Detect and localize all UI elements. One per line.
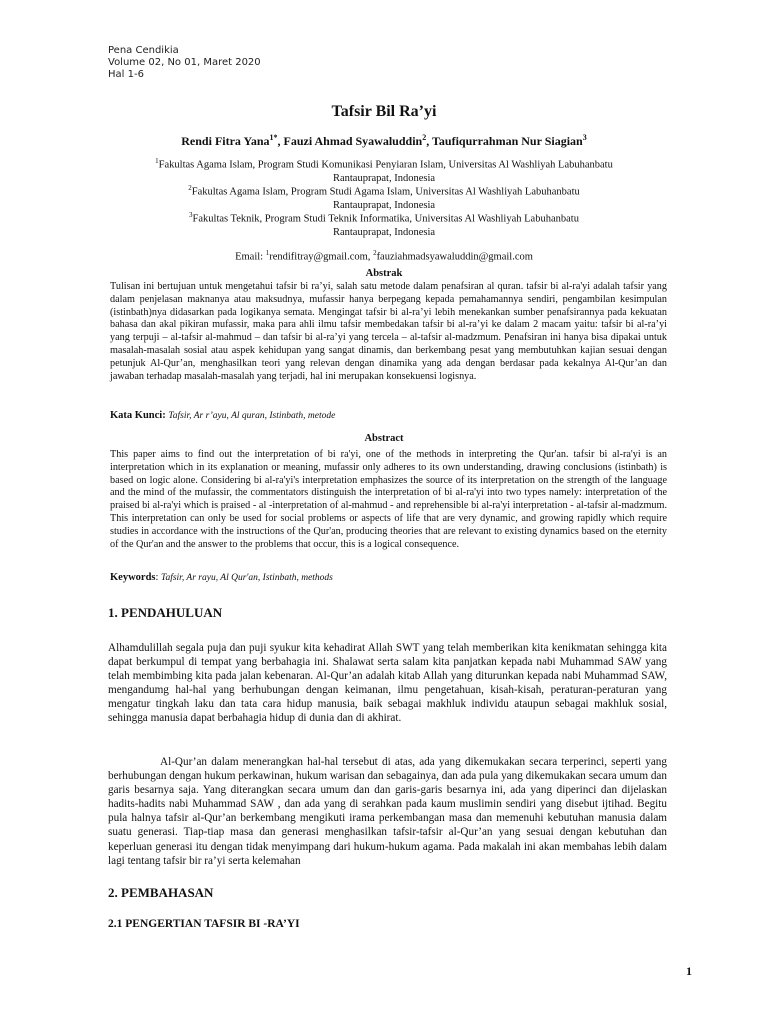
affiliation-3 (108, 209, 660, 239)
paragraph-1: Alhamdulillah segala puja dan puji syukur kita kehadirat Allah SWT yang telah memberikan kita kenikmatan sehingga kita dapat berkumpul di tempat yang berbahagia ini. Shalawat serta salam kita panjatkan kepada nabi Muhammad SAW yang telah membimbing kita pada jalan kebenaran. Al-Qur’an adalah kitab Allah yang diturunkan kepada nabi Muhammad SAW, mengandumg hal-hal yang berhubungan dengan keimanan, ilmu pengetahuan, kisah-kisah, peraturan-peraturan yang mengatur tingkah laku dan tata cara hidup manusia, baik sebagai makhluk individu ataupun sebagai makhluk sosial, sehingga manusia dapat berbahagia hidup di dunia dan di akhirat. (108, 642, 667, 725)
email-address: rendifitray@gmail.com, (269, 251, 374, 263)
affiliation-line: Fakultas Agama Islam, Program Studi Komunikasi Penyiaran Islam, Universitas Al Washliyah Labuhanbatu (158, 159, 613, 171)
author-mark: 3 (582, 133, 587, 142)
section-heading-pembahasan: 2. PEMBAHASAN (108, 885, 214, 900)
kata-kunci-values: Tafsir, Ar r’ayu, Al quran, Istinbath, metode (168, 411, 336, 421)
email-address: fauziahmadsyawaluddin@gmail.com (376, 251, 533, 263)
author-separator: , (426, 134, 433, 148)
journal-pages: Hal 1-6 (108, 69, 144, 80)
email-mark: 1 (265, 249, 270, 257)
page-number: 1 (686, 964, 692, 978)
email-mark: 2 (373, 249, 377, 257)
author-name: Rendi Fitra Yana (181, 134, 270, 148)
affiliation-mark: 2 (188, 184, 192, 192)
section-heading-pendahuluan: 1. PENDAHULUAN (108, 605, 223, 620)
abstract-heading: Abstract (364, 433, 404, 444)
author-name: Taufiqurrahman Nur Siagian (432, 134, 583, 148)
paper-title: Tafsir Bil Ra’yi (331, 103, 437, 120)
abstract-text: This paper aims to find out the interpretation of bi ra'yi, one of the methods in interpreting the Qur'an. tafsir bi al-ra'yi is an interpretation which in its explanation or meaning, mufassir only adheres to its own understanding, drawing conclusions (istinbath) is based on logic alone. Considering bi al-ra'yi's interpretation emphasizes the source of its interpretation on the strength of the language and the mind of the mufassir, the commentators distinguish the interpretation of bi al-ra'yi into two types namely: interpretation of the praised bi al-ra'yi which is praised - al -interpretation of al-mahmud - and reprehensible bi al-ra'yi interpretation - al-tafsir al-madzmum. This interpretation can only be used for social problems or aspects of life that are very dynamic, and growing rapidly which require studies in accordance with the instructions of the Qur'an, producing theories that are relevant to existing dynamics based on the eternity of the Qur'an and the answer to the problems that occur, this is a logical consequence. (110, 449, 667, 550)
keywords-separator: : (155, 572, 162, 583)
email-line (0, 249, 768, 263)
email-label: Email: (235, 251, 266, 263)
affiliation-line: Fakultas Teknik, Program Studi Teknik Informatika, Universitas Al Washliyah Labuhanbatu (192, 213, 579, 225)
affiliation-2 (108, 182, 660, 212)
journal-volume: Volume 02, No 01, Maret 2020 (108, 57, 261, 68)
affiliation-1 (108, 155, 660, 185)
kata-kunci (110, 410, 335, 421)
affiliation-mark: 1 (155, 157, 159, 165)
keywords-label: Keywords (110, 572, 156, 583)
keywords-values: Tafsir, Ar rayu, Al Qur'an, Istinbath, methods (161, 573, 333, 583)
author-list (0, 133, 768, 149)
paragraph-2: Al-Qur’an dalam menerangkan hal-hal tersebut di atas, ada yang dikemukakan secara terperinci, seperti yang berhubungan dengan hukum perkawinan, hukum warisan dan sebagainya, dan ada pula yang dikemukakan secara umum dan garis besarnya saja. Yang diterangkan secara umum dan dan garis-garis besarnya ini, ada yang diperinci dan dijelaskan hadits-hadits nabi Muhammad SAW , dan ada yang di serahkan pada kaum muslimin sendiri yang disebut ijtihad. Begitu pula halnya tafsir al-Qur’an berkembang mengikuti irama perkembangan masa dan memenuhi kebutuhan manusia dalam suatu generasi. Tiap-tiap masa dan generasi menghasilkan tafsir-tafsir al-Qur’an yang sesuai dengan kebutuhan dan keperluan generasi itu dengan tidak menyimpang dari hukum-hukum agama. Pada makalah ini akan membahas lebih dalam lagi tentang tafsir bir ra’yi serta kelemahan (108, 756, 667, 867)
affiliation-line: Fakultas Agama Islam, Program Studi Agama Islam, Universitas Al Washliyah Labuhanbatu (191, 186, 580, 198)
abstrak-heading: Abstrak (365, 268, 403, 279)
author-name: Fauzi Ahmad Syawaluddin (283, 134, 423, 148)
keywords (110, 572, 333, 583)
affiliation-city: Rantauprapat, Indonesia (332, 199, 436, 211)
subsection-heading: 2.1 PENGERTIAN TAFSIR BI -RA’YI (108, 918, 300, 930)
affiliation-mark: 3 (189, 211, 193, 219)
author-separator: , (277, 134, 284, 148)
author-mark: 2 (422, 133, 427, 142)
journal-name: Pena Cendikia (108, 45, 179, 56)
affiliation-city: Rantauprapat, Indonesia (332, 172, 436, 184)
author-mark: 1* (269, 133, 278, 142)
kata-kunci-label: Kata Kunci: (110, 410, 169, 421)
abstrak-text: Tulisan ini bertujuan untuk mengetahui tafsir bi ra’yi, salah satu metode dalam penafsiran al quran. tafsir bi al-ra'yi adalah tafsir yang dalam penjelasan maknanya atau maksudnya, mufassir hanya berpegang kepada pemahamannya sendiri, pengambilan kesimpulan (istinbath)nya didasarkan pada logikanya semata. Mengingat tafsir bi al-ra’yi lebih menekankan sumber penafsirannya pada kekuatan bahasa dan akal pikiran mufassir, maka para ahli ilmu tafsir membedakan tafsir bi al-ra’yi ke dalam 2 macam yaitu: tafsir bi al-ra’yi yang terpuji – al-tafsir al-mahmud – dan tafsir bi al-ra’yi yang tercela – al-tafsir al-madzmum. Penafsiran ini hanya bisa dipakai untuk masalah-masalah sosial atau aspek kehidupan yang sangat dinamis, dan berkembang pesat yang membutuhkan kajian sesuai dengan petunjuk Al-Qur’an, menghasilkan teori yang relevan dengan dinamika yang ada dengan berdasar pada kekalnya Al-Qur’an dan jawaban terhadap masalah-masalah yang terjadi, hal ini merupakan konsekuensi logisnya. (110, 281, 667, 382)
affiliation-city: Rantauprapat, Indonesia (332, 226, 436, 238)
